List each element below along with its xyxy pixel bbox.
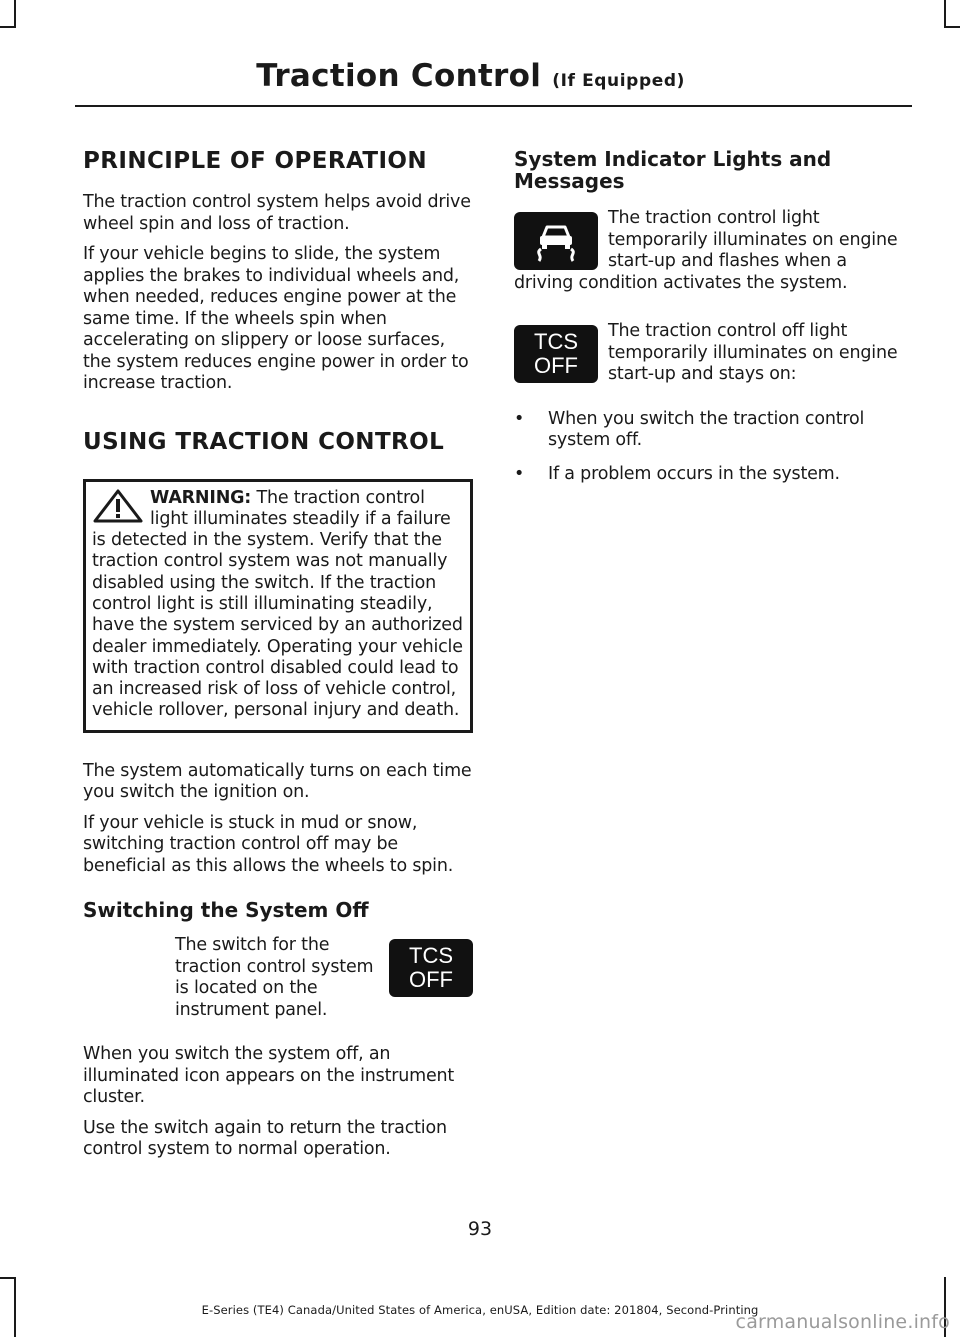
warning-text: The traction control light illuminates steadily if a failure is detected in the system. Verify that the traction control system was not manually disabled using the switch. If the traction control light is still illuminating steadily, have the system serviced by an authorized dealer immediately. Operating your vehicle with traction control disabled could lead to an increased risk of loss of vehicle control, vehicle rollover, personal injury and death. — [92, 487, 463, 721]
section-heading-indicators: System Indicator Lights and Messages — [514, 147, 832, 193]
tcs-icon-line1: TCS — [409, 943, 453, 969]
paragraph: The system automatically turns on each time you switch the ignition on. — [83, 760, 472, 803]
paragraph: The traction control light temporarily illuminates on engine start-up and flashes when a driving condition activates the system. — [514, 208, 898, 293]
crop-mark — [944, 0, 946, 28]
crop-mark — [14, 0, 16, 28]
warning-box — [83, 479, 473, 733]
traction-off-light-info — [514, 321, 899, 395]
section-heading-using: USING TRACTION CONTROL — [83, 428, 445, 455]
subsection-heading-switching: Switching the System Off — [83, 898, 369, 923]
paragraph: If your vehicle begins to slide, the system applies the brakes to individual wheels and, when needed, reduces engine power at the same time. If the wheels spin when accelerating on slippery or loose surfaces, the system reduces engine power in order to increase traction. — [83, 244, 469, 393]
tcs-off-switch-icon — [389, 939, 473, 997]
crop-mark — [0, 26, 16, 28]
skidding-car-icon — [531, 219, 581, 263]
footer-text: E-Series (TE4) Canada/United States of America, enUSA, Edition date: 201804, Second-Printing — [201, 1303, 759, 1317]
paragraph: Use the switch again to return the traction control system to normal operation. — [83, 1117, 447, 1160]
list-item: • If a problem occurs in the system. — [514, 464, 899, 486]
tcs-icon-line2: OFF — [534, 353, 578, 378]
paragraph: The switch for the traction control system is located on the instrument panel. — [175, 935, 374, 1020]
right-column — [514, 148, 899, 497]
paragraph: The traction control system helps avoid drive wheel spin and loss of traction. — [83, 192, 471, 234]
tcs-icon-line2: OFF — [409, 967, 453, 993]
page-title-subtitle: (If Equipped) — [552, 71, 685, 91]
warning-label: WARNING: — [150, 487, 252, 508]
bullet-list — [514, 409, 899, 486]
paragraph: When you switch the system off, an illuminated icon appears on the instrument cluster. — [83, 1044, 455, 1108]
paragraph: The traction control off light temporarily illuminates on engine start-up and stays on: — [608, 321, 898, 384]
left-column — [83, 148, 473, 1170]
tcs-off-light-icon — [514, 325, 598, 383]
page-title-text: Traction Control — [256, 58, 542, 94]
page-title — [256, 58, 685, 94]
switch-info — [83, 935, 473, 1030]
page-number: 93 — [467, 1218, 493, 1240]
watermark: carmanualsonline.info — [735, 1311, 950, 1333]
section-heading-principle: PRINCIPLE OF OPERATION — [83, 148, 428, 174]
traction-light-info — [514, 208, 899, 303]
warning-triangle-icon — [92, 488, 144, 524]
list-item: • When you switch the traction control system off. — [514, 409, 899, 452]
crop-mark — [0, 1277, 16, 1279]
paragraph: If your vehicle is stuck in mud or snow, switching traction control off may be beneficial as this allows the wheels to spin. — [83, 812, 454, 876]
header-divider — [75, 105, 912, 107]
traction-control-light-icon — [514, 212, 598, 270]
tcs-icon-line1: TCS — [534, 329, 578, 354]
crop-mark — [944, 26, 960, 28]
